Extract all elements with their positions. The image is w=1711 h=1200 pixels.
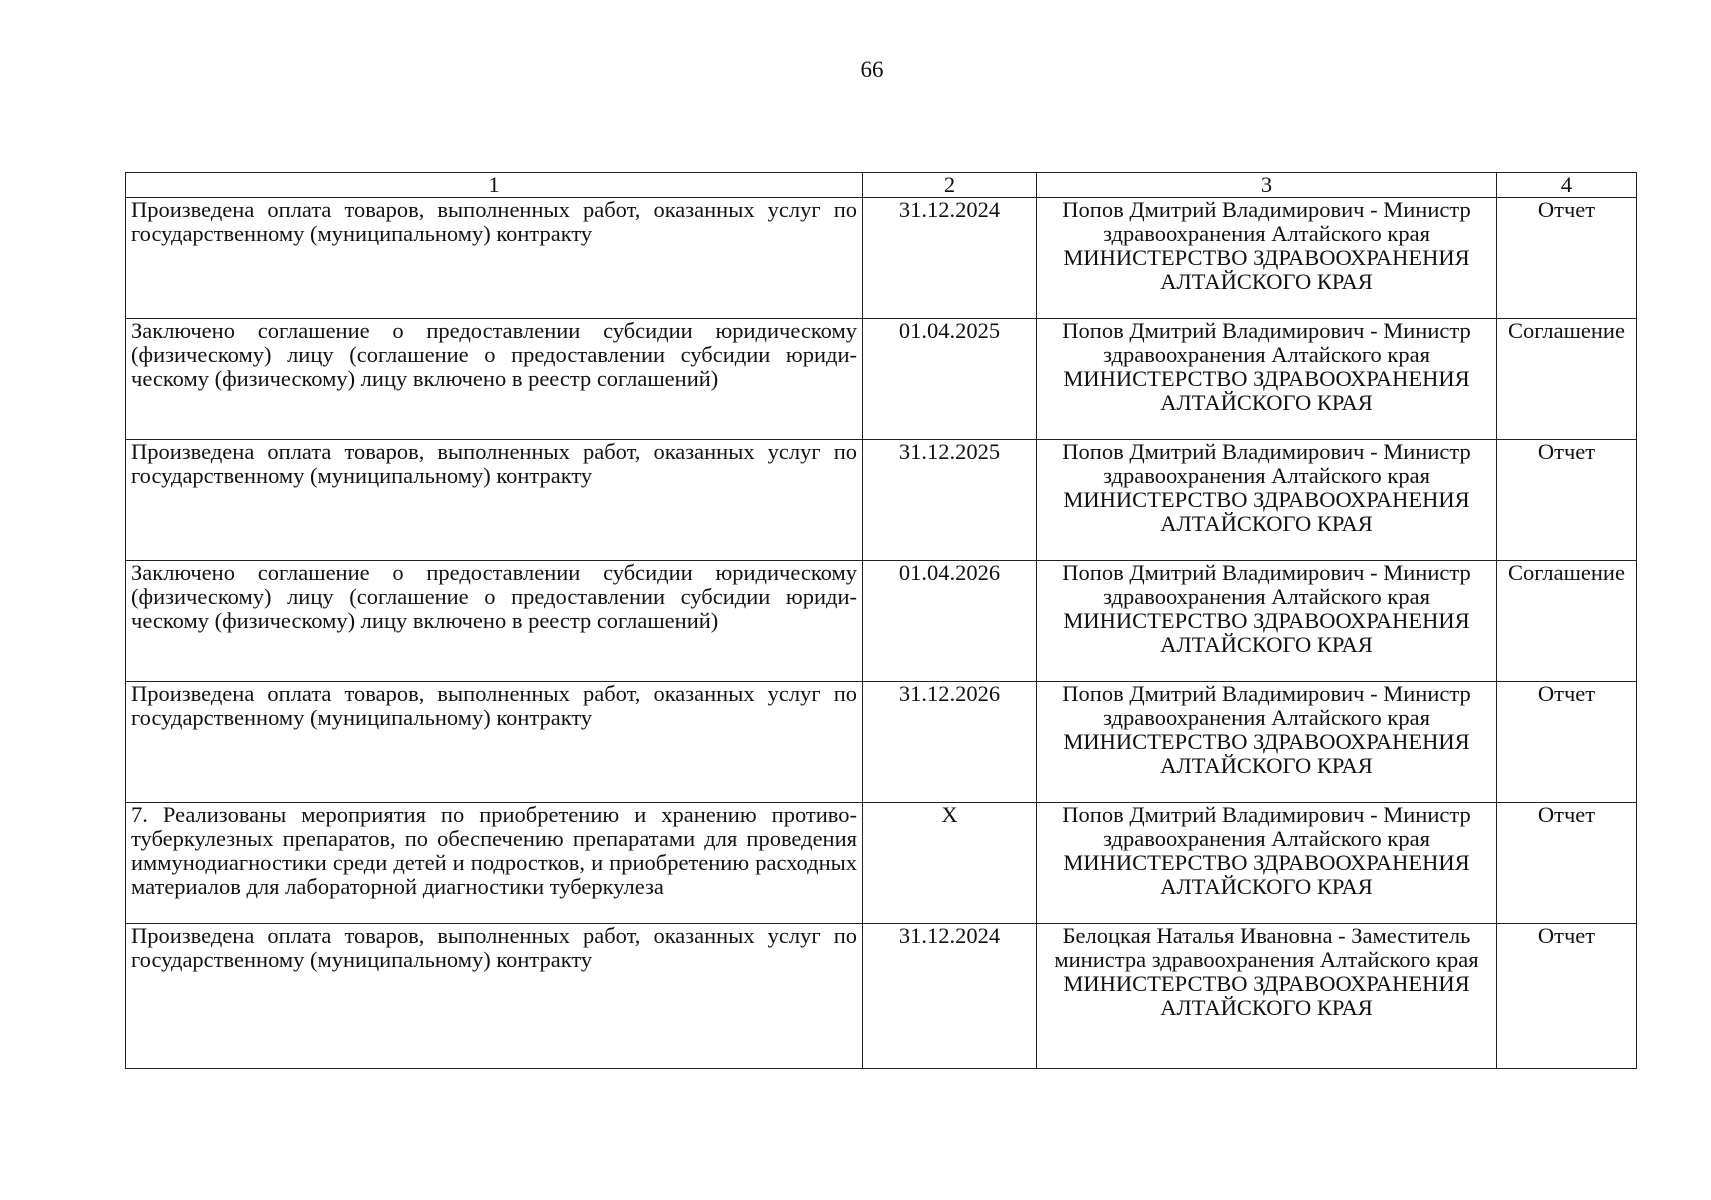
organization-name: МИНИСТЕРСТВО ЗДРАВООХРАНЕНИЯ АЛТАЙСКОГО КРАЯ xyxy=(1063,971,1470,1020)
document-type-cell: Отчет xyxy=(1497,440,1637,561)
responsible-person: Попов Дмитрий Владимирович - Министр здравоохранения Алтайского края xyxy=(1062,439,1471,488)
table-header xyxy=(126,173,1637,198)
organization-name: МИНИСТЕРСТВО ЗДРАВООХРАНЕНИЯ АЛТАЙСКОГО КРАЯ xyxy=(1063,487,1470,536)
responsible-person: Попов Дмитрий Владимирович - Министр здравоохранения Алтайского края xyxy=(1062,681,1471,730)
organization-name: МИНИСТЕРСТВО ЗДРАВООХРАНЕНИЯ АЛТАЙСКОГО КРАЯ xyxy=(1063,245,1470,294)
table-row xyxy=(126,924,1637,1069)
organization-name: МИНИСТЕРСТВО ЗДРАВООХРАНЕНИЯ АЛТАЙСКОГО КРАЯ xyxy=(1063,729,1470,778)
responsible-cell xyxy=(1037,440,1497,561)
responsible-person: Попов Дмитрий Владимирович - Министр здравоохранения Алтайского края xyxy=(1062,560,1471,609)
date-cell: 31.12.2026 xyxy=(863,682,1037,803)
table-body xyxy=(126,198,1637,1069)
document-type-cell: Соглашение xyxy=(1497,319,1637,440)
organization-name: МИНИСТЕРСТВО ЗДРАВООХРАНЕНИЯ АЛТАЙСКОГО КРАЯ xyxy=(1063,850,1470,899)
responsible-person: Попов Дмитрий Владимирович - Министр здравоохранения Алтайского края xyxy=(1062,318,1471,367)
responsible-cell xyxy=(1037,682,1497,803)
document-type-cell: Отчет xyxy=(1497,198,1637,319)
document-type-cell: Соглашение xyxy=(1497,561,1637,682)
date-cell: 01.04.2025 xyxy=(863,319,1037,440)
event-cell: Заключено соглашение о предоставлении субсидии юридическому (физическому) лицу (соглашение о предоставлении субсидии юридическому (физическому) лицу включено в реестр соглашений) xyxy=(126,561,863,682)
event-cell: 7. Реализованы мероприятия по приобретению и хранению противотуберкулезных препаратов, по обеспечению препаратами для проведения иммунодиагностики среди детей и подростков, и приобретению расходных материалов для лабораторной диагностики туберкулеза xyxy=(126,803,863,924)
date-cell: 01.04.2026 xyxy=(863,561,1037,682)
date-cell: 31.12.2024 xyxy=(863,198,1037,319)
responsible-person: Попов Дмитрий Владимирович - Министр здравоохранения Алтайского края xyxy=(1062,802,1471,851)
column-header-4: 4 xyxy=(1497,173,1637,198)
date-cell: 31.12.2024 xyxy=(863,924,1037,1069)
date-cell: 31.12.2025 xyxy=(863,440,1037,561)
document-type-cell: Отчет xyxy=(1497,682,1637,803)
responsible-cell xyxy=(1037,803,1497,924)
table-row xyxy=(126,319,1637,440)
event-cell: Произведена оплата товаров, выполненных работ, оказанных услуг по государственному (муниципальному) контракту xyxy=(126,440,863,561)
event-cell: Произведена оплата товаров, выполненных работ, оказанных услуг по государственному (муниципальному) контракту xyxy=(126,198,863,319)
responsible-cell xyxy=(1037,924,1497,1069)
column-header-1: 1 xyxy=(126,173,863,198)
column-header-2: 2 xyxy=(863,173,1037,198)
date-cell: X xyxy=(863,803,1037,924)
event-cell: Произведена оплата товаров, выполненных работ, оказанных услуг по государственному (муниципальному) контракту xyxy=(126,924,863,1069)
column-header-3: 3 xyxy=(1037,173,1497,198)
responsible-cell xyxy=(1037,198,1497,319)
responsible-person: Попов Дмитрий Владимирович - Министр здравоохранения Алтайского края xyxy=(1062,197,1471,246)
responsible-cell xyxy=(1037,319,1497,440)
responsible-cell xyxy=(1037,561,1497,682)
table-row xyxy=(126,561,1637,682)
organization-name: МИНИСТЕРСТВО ЗДРАВООХРАНЕНИЯ АЛТАЙСКОГО КРАЯ xyxy=(1063,608,1470,657)
event-cell: Произведена оплата товаров, выполненных работ, оказанных услуг по государственному (муниципальному) контракту xyxy=(126,682,863,803)
organization-name: МИНИСТЕРСТВО ЗДРАВООХРАНЕНИЯ АЛТАЙСКОГО КРАЯ xyxy=(1063,366,1470,415)
document-type-cell: Отчет xyxy=(1497,803,1637,924)
table-row xyxy=(126,682,1637,803)
page-number: 66 xyxy=(860,57,884,82)
header-row xyxy=(126,173,1637,198)
event-cell: Заключено соглашение о предоставлении субсидии юридическому (физическому) лицу (соглашение о предоставлении субсидии юридическому (физическому) лицу включено в реестр соглашений) xyxy=(126,319,863,440)
document-type-cell: Отчет xyxy=(1497,924,1637,1069)
document-table xyxy=(125,172,1637,1069)
responsible-person: Белоцкая Наталья Ивановна - Заместитель министра здравоохранения Алтайского края xyxy=(1054,923,1479,972)
table-row xyxy=(126,440,1637,561)
table-row xyxy=(126,803,1637,924)
table-row xyxy=(126,198,1637,319)
